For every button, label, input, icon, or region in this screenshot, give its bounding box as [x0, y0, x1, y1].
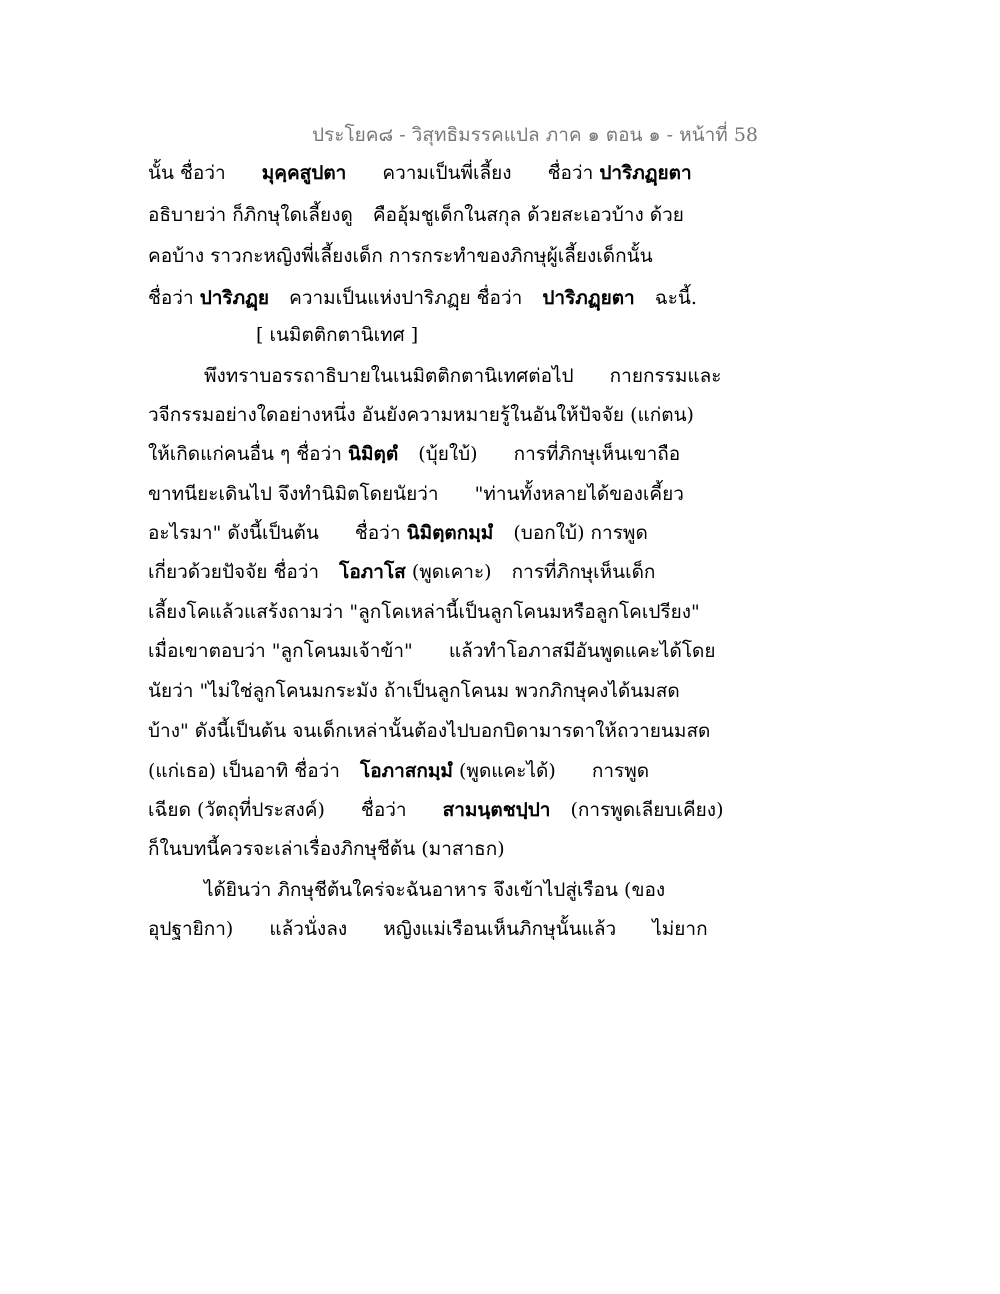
text-span: ชื่อว่า	[360, 799, 407, 821]
bold-term: โอภาโส	[339, 561, 406, 583]
text-span: นั้น ชื่อว่า	[148, 162, 226, 184]
bold-term: ปาริภฏฺยตา	[542, 287, 635, 309]
text-span: แล้วทำโอภาสมีอันพูดแคะได้โดย	[448, 640, 716, 662]
text-line	[148, 914, 708, 944]
text-span: "ท่านทั้งหลายได้ของเคี้ยว	[474, 483, 684, 505]
text-line	[148, 158, 692, 188]
text-span: ชื่อว่า	[547, 162, 594, 184]
text-span: พึงทราบอรรถาธิบายในเนมิตติกตานิเทศต่อไป	[204, 365, 574, 387]
text-span: คืออุ้มชูเด็กในสกุล ด้วยสะเอวบ้าง ด้วย	[372, 204, 684, 226]
text-span: แล้วนั่งลง	[269, 918, 348, 940]
text-line	[148, 676, 680, 706]
text-span: ขาทนียะเดินไป จึงทำนิมิตโดยนัยว่า	[148, 483, 439, 505]
text-line	[148, 756, 649, 786]
text-span: การที่ภิกษุเห็นเขาถือ	[513, 443, 681, 465]
text-span: (บอกใบ้) การพูด	[513, 522, 648, 544]
text-line	[148, 241, 653, 271]
text-span: ได้ยินว่า ภิกษุชีต้นใคร่จะฉันอาหาร จึงเข้าไปสู่เรือน (ของ	[204, 879, 666, 901]
text-span: (แก่เธอ) เป็นอาทิ ชื่อว่า	[148, 760, 340, 782]
text-span: เฉียด (วัตถุที่ประสงค์)	[148, 799, 325, 821]
text-line	[148, 400, 694, 430]
bold-term: สามนฺตชปฺปา	[442, 799, 551, 821]
text-span: ไม่ยาก	[652, 918, 708, 940]
text-line	[204, 361, 722, 391]
text-line	[148, 479, 684, 509]
text-span: วจีกรรมอย่างใดอย่างหนึ่ง อันยังความหมายรู้ในอันให้ปัจจัย (แก่ตน)	[148, 404, 694, 426]
text-span: การที่ภิกษุเห็นเด็ก	[511, 561, 656, 583]
text-span: (พูดเคาะ)	[411, 561, 492, 583]
text-span: ก็ในบทนี้ควรจะเล่าเรื่องภิกษุชีต้น (มาสาธก)	[148, 838, 505, 860]
section-title: [ เนมิตติกตานิเทศ ]	[256, 324, 419, 346]
bold-term: นิมิตฺตกมฺมํ	[406, 522, 494, 544]
text-line	[148, 557, 655, 587]
text-span: (การพูดเลียบเคียง)	[570, 799, 724, 821]
text-line	[148, 283, 697, 313]
text-line	[148, 439, 680, 469]
text-span: ความเป็นแห่งปาริภฏฺย ชื่อว่า	[289, 287, 523, 309]
text-span: นัยว่า "ไม่ใช่ลูกโคนมกระมัง ถ้าเป็นลูกโคนม พวกภิกษุคงได้นมสด	[148, 680, 680, 702]
text-span: กายกรรมและ	[609, 365, 722, 387]
text-span: ฉะนี้.	[654, 287, 697, 309]
text-line	[148, 716, 710, 746]
text-line	[148, 518, 648, 548]
bold-term: นิมิตฺตํ	[347, 443, 399, 465]
text-span: อะไรมา" ดังนี้เป็นต้น	[148, 522, 319, 544]
text-line	[148, 597, 700, 627]
bold-term: ปาริภฏฺยตา	[599, 162, 692, 184]
text-span: ชื่อว่า	[148, 287, 194, 309]
text-span: ให้เกิดแก่คนอื่น ๆ ชื่อว่า	[148, 443, 342, 465]
text-span: ชื่อว่า	[354, 522, 401, 544]
text-line	[148, 795, 724, 825]
text-span: การพูด	[591, 760, 650, 782]
text-span: (พูดแคะได้)	[459, 760, 556, 782]
page-header: ประโยค๘ - วิสุทธิมรรคแปล ภาค ๑ ตอน ๑ - หน้าที่ 58	[312, 124, 758, 146]
text-line	[204, 875, 665, 905]
bold-term: มุคฺคสูปตา	[261, 162, 347, 184]
text-span: อธิบายว่า ก็ภิกษุใดเลี้ยงดู	[148, 204, 353, 226]
text-span: อุปฐายิกา)	[148, 918, 234, 940]
text-span: (บุ้ยใบ้)	[418, 443, 478, 465]
text-line	[148, 834, 505, 864]
text-span: หญิงแม่เรือนเห็นภิกษุนั้นแล้ว	[383, 918, 617, 940]
text-span: คอบ้าง ราวกะหญิงพี่เลี้ยงเด็ก การกระทำของภิกษุผู้เลี้ยงเด็กนั้น	[148, 245, 653, 267]
bold-term: โอภาสกมฺมํ	[360, 760, 453, 782]
text-span: เมื่อเขาตอบว่า "ลูกโคนมเจ้าข้า"	[148, 640, 413, 662]
bold-term: ปาริภฏฺย	[199, 287, 270, 309]
text-span: ความเป็นพี่เลี้ยง	[382, 162, 512, 184]
text-span: เกี่ยวด้วยปัจจัย ชื่อว่า	[148, 561, 320, 583]
text-span: เลี้ยงโคแล้วแสร้งถามว่า "ลูกโคเหล่านี้เป็นลูกโคนมหรือลูกโคเปรียง"	[148, 601, 700, 623]
text-span: บ้าง" ดังนี้เป็นต้น จนเด็กเหล่านั้นต้องไปบอกบิดามารดาให้ถวายนมสด	[148, 720, 711, 742]
text-line	[148, 636, 716, 666]
text-line	[148, 200, 684, 230]
